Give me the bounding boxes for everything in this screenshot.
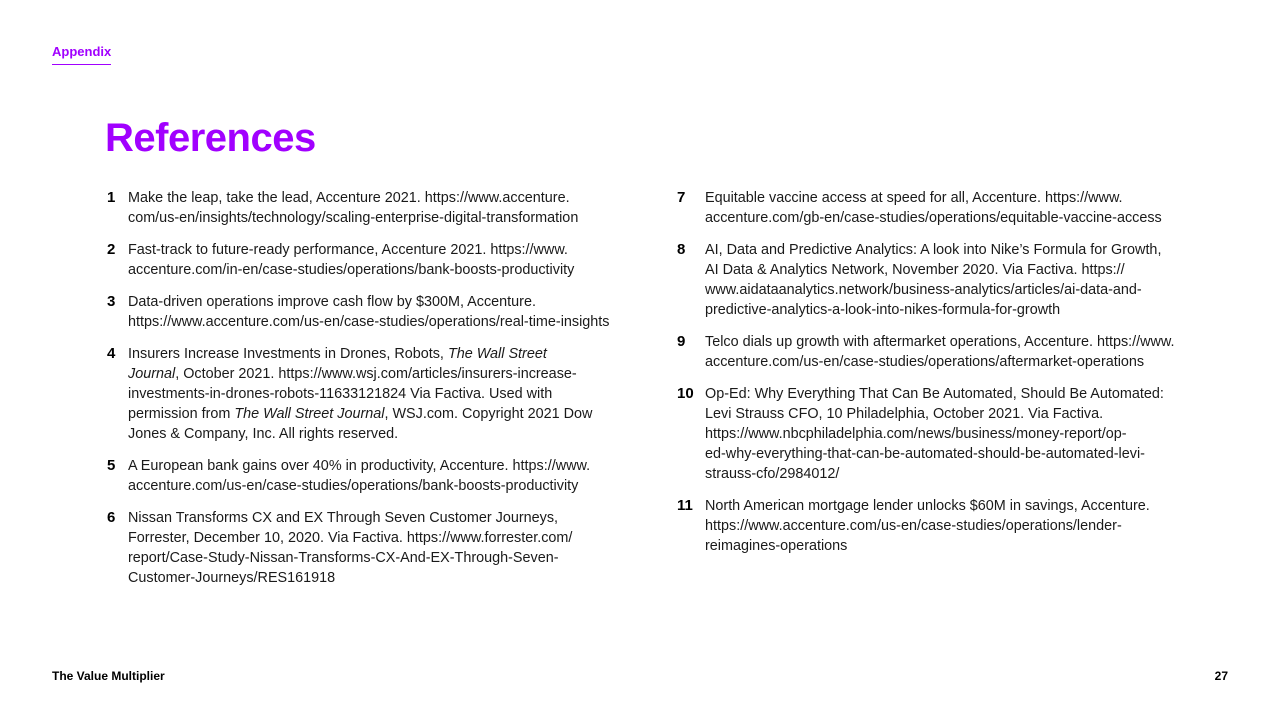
reference-item (107, 508, 627, 588)
reference-text-segment: Nissan Transforms CX and EX Through Seven Customer Journeys, Forrester, December 10, 2020. Via Factiva. https://www.forrester.com/ report/Case-Study-Nissan-Transforms-CX-And-EX-Through-Seven- Customer-Journeys/RES161918 (128, 510, 573, 586)
reference-text (128, 292, 610, 332)
reference-text-segment: , October 2021. https://www.wsj.com/articles/insurers-increase- investments-in-drones-robots-11633121824 Via Factiva. Used with permission from (128, 366, 577, 422)
reference-item (107, 292, 627, 332)
reference-item (107, 456, 627, 496)
reference-number: 6 (107, 509, 116, 526)
footer-doc-title: The Value Multiplier (52, 669, 165, 683)
reference-number: 2 (107, 241, 116, 258)
reference-text-segment: Equitable vaccine access at speed for all, Accenture. https://www. accenture.com/gb-en/case-studies/operations/equitable-vaccine-access (705, 190, 1162, 226)
reference-text (128, 188, 578, 228)
reference-number: 10 (677, 385, 694, 402)
reference-item (677, 384, 1197, 484)
reference-text-segment: AI, Data and Predictive Analytics: A look into Nike’s Formula for Growth, AI Data & Analytics Network, November 2020. Via Factiva. https:// www.aidataanalytics.network/business-analytics/articles/ai-data-and- predictive-analytics-a-look-into-nikes-formula-for-growth (705, 242, 1162, 318)
reference-text-segment: Op-Ed: Why Everything That Can Be Automated, Should Be Automated: Levi Strauss CFO, 10 Philadelphia, October 2021. Via Factiva. https://www.nbcphiladelphia.com/news/business/money-report/op- ed-why-everything-that-can-be-automated-should-be-automated-levi- strauss-cfo/2984012/ (705, 386, 1164, 482)
reference-text (705, 332, 1175, 372)
reference-text (128, 508, 572, 588)
reference-item (677, 188, 1197, 228)
reference-text (705, 188, 1162, 228)
page-title: References (105, 116, 316, 160)
reference-text (705, 240, 1161, 320)
reference-publication-title: The Wall Street Journal (128, 346, 547, 382)
reference-text-segment: Make the leap, take the lead, Accenture 2021. https://www.accenture. com/us-en/insights/technology/scaling-enterprise-digital-transformation (128, 190, 579, 226)
reference-number: 5 (107, 457, 116, 474)
reference-item (677, 496, 1197, 556)
section-tag: Appendix (52, 44, 111, 65)
reference-number: 3 (107, 293, 116, 310)
reference-text (705, 384, 1164, 484)
reference-item (107, 240, 627, 280)
reference-number: 1 (107, 189, 116, 206)
reference-number: 9 (677, 333, 686, 350)
footer-page-number: 27 (1214, 669, 1228, 683)
reference-text-segment: Insurers Increase Investments in Drones, Robots, (128, 346, 448, 362)
reference-number: 7 (677, 189, 686, 206)
reference-item (107, 188, 627, 228)
reference-text-segment: Telco dials up growth with aftermarket operations, Accenture. https://www. accenture.com/us-en/case-studies/operations/aftermarket-operations (705, 334, 1175, 370)
reference-number: 8 (677, 241, 686, 258)
reference-text-segment: Fast-track to future-ready performance, Accenture 2021. https://www. accenture.com/in-en/case-studies/operations/bank-boosts-productivity (128, 242, 575, 278)
reference-publication-title: The Wall Street Journal (234, 406, 385, 422)
reference-item (107, 344, 627, 444)
reference-text-segment: North American mortgage lender unlocks $60M in savings, Accenture. https://www.accenture.com/us-en/case-studies/operations/lender- reimagines-operations (705, 498, 1150, 554)
reference-text (128, 240, 574, 280)
reference-item (677, 240, 1197, 320)
reference-text (128, 456, 590, 496)
reference-text-segment: A European bank gains over 40% in productivity, Accenture. https://www. accenture.com/us-en/case-studies/operations/bank-boosts-productivity (128, 458, 591, 494)
reference-text (705, 496, 1150, 556)
reference-text (128, 344, 592, 444)
reference-number: 4 (107, 345, 116, 362)
reference-number: 11 (677, 497, 693, 514)
references-left-column (107, 188, 627, 600)
reference-item (677, 332, 1197, 372)
references-right-column (677, 188, 1197, 568)
reference-text-segment: Data-driven operations improve cash flow by $300M, Accenture. https://www.accenture.com/us-en/case-studies/operations/real-time-insights (128, 294, 610, 330)
reference-text-segment: , WSJ.com. Copyright 2021 Dow Jones & Company, Inc. All rights reserved. (128, 406, 593, 442)
